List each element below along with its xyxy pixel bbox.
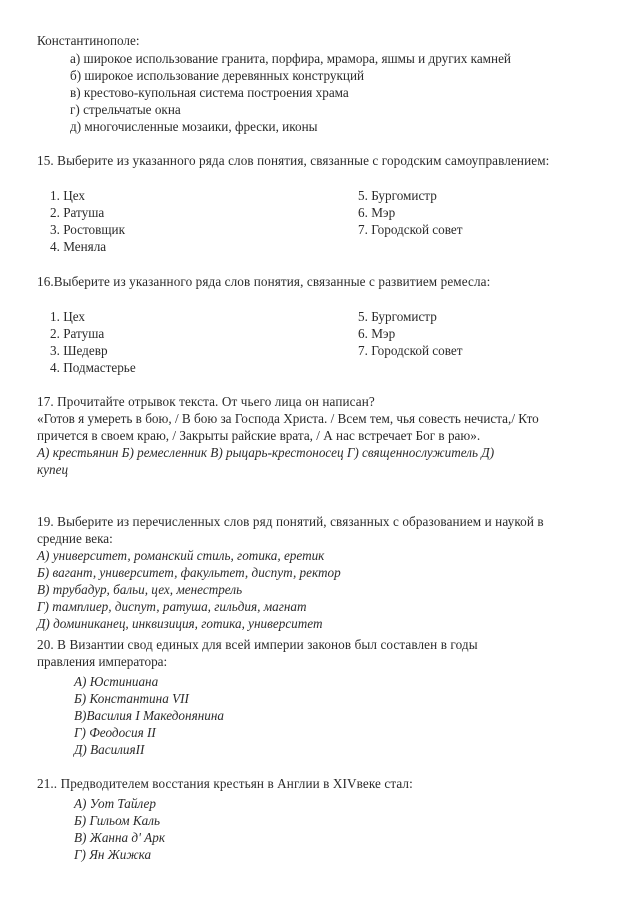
q20-title-line-1: 20. В Византии свод единых для всей империи законов был составлен в годы xyxy=(37,637,478,652)
q19-title-line-2: средние века: xyxy=(37,531,113,546)
q20-option-b: Б) Константина VII xyxy=(74,691,189,706)
q17-answers-cont: купец xyxy=(37,462,69,477)
q15-item-5: 5. Бургомистр xyxy=(358,188,437,203)
q20-option-e: Д) ВасилияII xyxy=(74,742,145,757)
q15-item-4: 4. Меняла xyxy=(50,239,107,254)
q15-item-6: 6. Мэр xyxy=(358,205,396,220)
q17-text-line-1: «Готов я умереть в бою, / В бою за Господа Христа. / Всем тем, чья совесть нечиста,/ Кто xyxy=(37,411,539,426)
q16-item-2: 2. Ратуша xyxy=(50,326,105,341)
q17-answers: А) крестьянин Б) ремесленник В) рыцарь-крестоносец Г) священнослужитель Д) xyxy=(37,445,495,460)
q19-option-b: Б) вагант, университет, факультет, диспут, ректор xyxy=(37,565,341,580)
q19-option-e: Д) доминиканец, инквизиция, готика, университет xyxy=(37,616,323,631)
q15-item-3: 3. Ростовщик xyxy=(50,222,125,237)
q20-title-line-2: правления императора: xyxy=(37,654,168,669)
q19-option-a: А) университет, романский стиль, готика, еретик xyxy=(37,548,325,563)
q19-title-line-1: 19. Выберите из перечисленных слов ряд понятий, связанных с образованием и наукой в xyxy=(37,514,544,529)
q16-item-4: 4. Подмастерье xyxy=(50,360,136,375)
q21-option-d: Г) Ян Жижка xyxy=(74,847,152,862)
q14-option-d: г) стрельчатые окна xyxy=(70,102,181,117)
q14-option-e: д) многочисленные мозаики, фрески, иконы xyxy=(70,119,318,134)
q16-item-7: 7. Городской совет xyxy=(358,343,463,358)
q14-option-c: в) крестово-купольная система построения храма xyxy=(70,85,349,100)
q21-option-a: А) Уот Тайлер xyxy=(74,796,156,811)
q16-title: 16.Выберите из указанного ряда слов понятия, связанные с развитием ремесла: xyxy=(37,274,491,289)
q15-item-1: 1. Цех xyxy=(50,188,85,203)
q16-item-6: 6. Мэр xyxy=(358,326,396,341)
q14-option-a: а) широкое использование гранита, порфира, мрамора, яшмы и других камней xyxy=(70,51,511,66)
q20-option-d: Г) Феодосия II xyxy=(74,725,156,740)
q15-title: 15. Выберите из указанного ряда слов понятия, связанные с городским самоуправлением: xyxy=(37,153,550,168)
q21-option-c: В) Жанна д' Арк xyxy=(74,830,165,845)
q15-item-7: 7. Городской совет xyxy=(358,222,463,237)
q20-option-a: А) Юстиниана xyxy=(74,674,159,689)
q15-item-2: 2. Ратуша xyxy=(50,205,105,220)
q16-item-1: 1. Цех xyxy=(50,309,85,324)
q14-option-b: б) широкое использование деревянных конструкций xyxy=(70,68,365,83)
q21-option-b: Б) Гильом Каль xyxy=(74,813,160,828)
q17-title: 17. Прочитайте отрывок текста. От чьего лица он написан? xyxy=(37,394,375,409)
q16-item-3: 3. Шедевр xyxy=(50,343,108,358)
q21-title: 21.. Предводителем восстания крестьян в Англии в XIVвеке стал: xyxy=(37,776,413,791)
q17-text-line-2: причется в своем краю, / Закрыты райские врата, / А нас встречает Бог в раю». xyxy=(37,428,481,443)
q19-option-d: Г) тамплиер, диспут, ратуша, гильдия, магнат xyxy=(37,599,307,614)
q19-option-c: В) трубадур, бальи, цех, менестрель xyxy=(37,582,243,597)
q14-continuation: Константинополе: xyxy=(37,33,140,48)
q16-item-5: 5. Бургомистр xyxy=(358,309,437,324)
q20-option-c: В)Василия I Македонянина xyxy=(74,708,224,723)
